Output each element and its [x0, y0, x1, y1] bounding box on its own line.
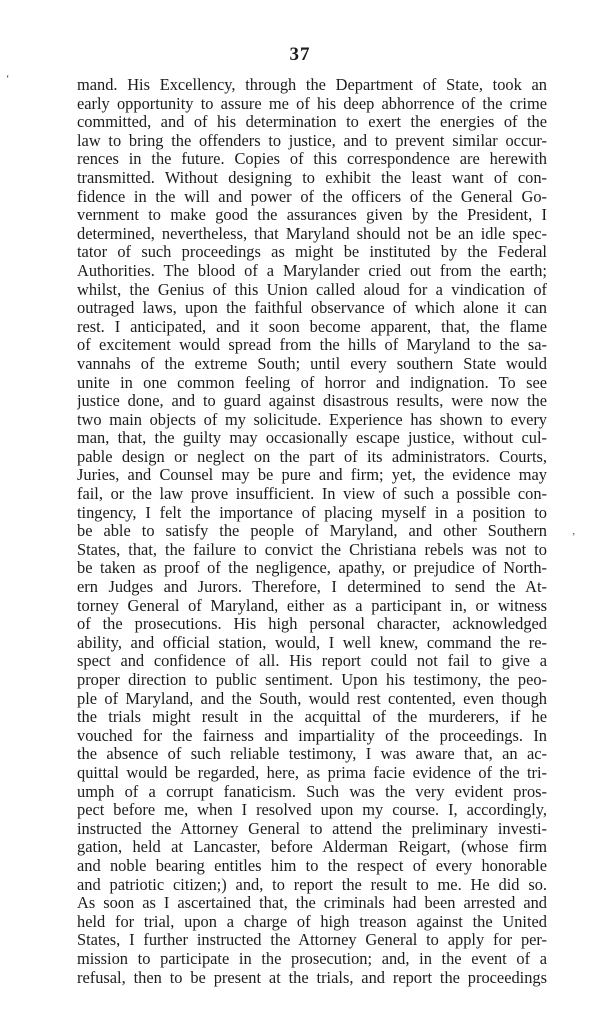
text-line: States, that, the failure to convict the Christiana rebels was not to	[77, 540, 547, 559]
text-line: of the prosecutions. His high personal character, acknowledged	[77, 615, 547, 634]
text-line: Authorities. The blood of a Marylander cried out from the earth;	[77, 261, 547, 280]
text-line: pect before me, when I resolved upon my course. I, accordingly,	[77, 801, 547, 820]
text-line: two main objects of my solicitude. Experience has shown to every	[77, 410, 547, 429]
text-line: gation, held at Lancaster, before Alderman Reigart, (whose firm	[77, 838, 547, 857]
text-line: mission to participate in the prosecution; and, in the event of a	[77, 949, 547, 968]
text-line: of excitement would spread from the hills of Maryland to the sa-	[77, 336, 547, 355]
margin-mark-left: ‘	[6, 74, 10, 85]
text-line: determined, nevertheless, that Maryland should not be an idle spec-	[77, 224, 547, 243]
text-line: whilst, the Genius of this Union called aloud for a vindication of	[77, 280, 547, 299]
text-line: fail, or the law prove insufficient. In view of such a possible con-	[77, 485, 547, 504]
text-line: man, that, the guilty may occasionally escape justice, without cul-	[77, 429, 547, 448]
margin-mark-right: ’	[572, 532, 576, 543]
text-line: early opportunity to assure me of his deep abhorrence of the crime	[77, 94, 547, 113]
body-paragraph	[77, 76, 547, 987]
text-line: Juries, and Counsel may be pure and firm; yet, the evidence may	[77, 466, 547, 485]
text-line: mand. His Excellency, through the Department of State, took an	[77, 76, 547, 94]
text-line: justice done, and to guard against disastrous results, were now the	[77, 392, 547, 411]
text-line: vannahs of the extreme South; until every southern State would	[77, 354, 547, 373]
text-line: tingency, I felt the importance of placing myself in a position to	[77, 503, 547, 522]
text-line: the trials might result in the acquittal of the murderers, if he	[77, 708, 547, 727]
text-line: fidence in the will and power of the officers of the General Go-	[77, 187, 547, 206]
text-line: outraged laws, upon the faithful observance of which alone it can	[77, 299, 547, 318]
text-line: and patriotic citizen;) and, to report the result to me. He did so.	[77, 875, 547, 894]
text-line: be taken as proof of the negligence, apathy, or prejudice of North-	[77, 559, 547, 578]
text-line: torney General of Maryland, either as a participant in, or witness	[77, 596, 547, 615]
text-line: rest. I anticipated, and it soon become apparent, that, the flame	[77, 317, 547, 336]
text-line: the absence of such reliable testimony, I was aware that, an ac-	[77, 745, 547, 764]
text-line: vernment to make good the assurances given by the President, I	[77, 206, 547, 225]
text-line: instructed the Attorney General to attend the preliminary investi-	[77, 819, 547, 838]
page-number: 37	[289, 44, 311, 65]
text-line: be able to satisfy the people of Maryland, and other Southern	[77, 522, 547, 541]
text-line: refusal, then to be present at the trials, and report the proceedings	[77, 968, 547, 987]
text-line: ern Judges and Jurors. Therefore, I determined to send the At-	[77, 578, 547, 597]
text-line: vouched for the fairness and impartiality of the proceedings. In	[77, 726, 547, 745]
text-line: and noble bearing entitles him to the respect of every honorable	[77, 856, 547, 875]
text-line: ple of Maryland, and the South, would rest contented, even though	[77, 689, 547, 708]
text-line: transmitted. Without designing to exhibit the least want of con-	[77, 168, 547, 187]
text-line: rences in the future. Copies of this correspondence are herewith	[77, 150, 547, 169]
text-line: tator of such proceedings as might be instituted by the Federal	[77, 243, 547, 262]
text-line: spect and confidence of all. His report could not fail to give a	[77, 652, 547, 671]
text-line: quittal would be regarded, here, as prima facie evidence of the tri-	[77, 763, 547, 782]
text-line: ability, and official station, would, I well knew, command the re-	[77, 633, 547, 652]
text-line: States, I further instructed the Attorney General to apply for per-	[77, 931, 547, 950]
text-line: unite in one common feeling of horror and indignation. To see	[77, 373, 547, 392]
text-line: umph of a corrupt fanaticism. Such was the very evident pros-	[77, 782, 547, 801]
text-line: held for trial, upon a charge of high treason against the United	[77, 912, 547, 931]
text-line: committed, and of his determination to exert the energies of the	[77, 113, 547, 132]
text-line: pable design or neglect on the part of its administrators. Courts,	[77, 447, 547, 466]
text-line: proper direction to public sentiment. Upon his testimony, the peo-	[77, 671, 547, 689]
text-line: law to bring the offenders to justice, and to prevent similar occur-	[77, 131, 547, 150]
text-line: As soon as I ascertained that, the criminals had been arrested and	[77, 894, 547, 913]
